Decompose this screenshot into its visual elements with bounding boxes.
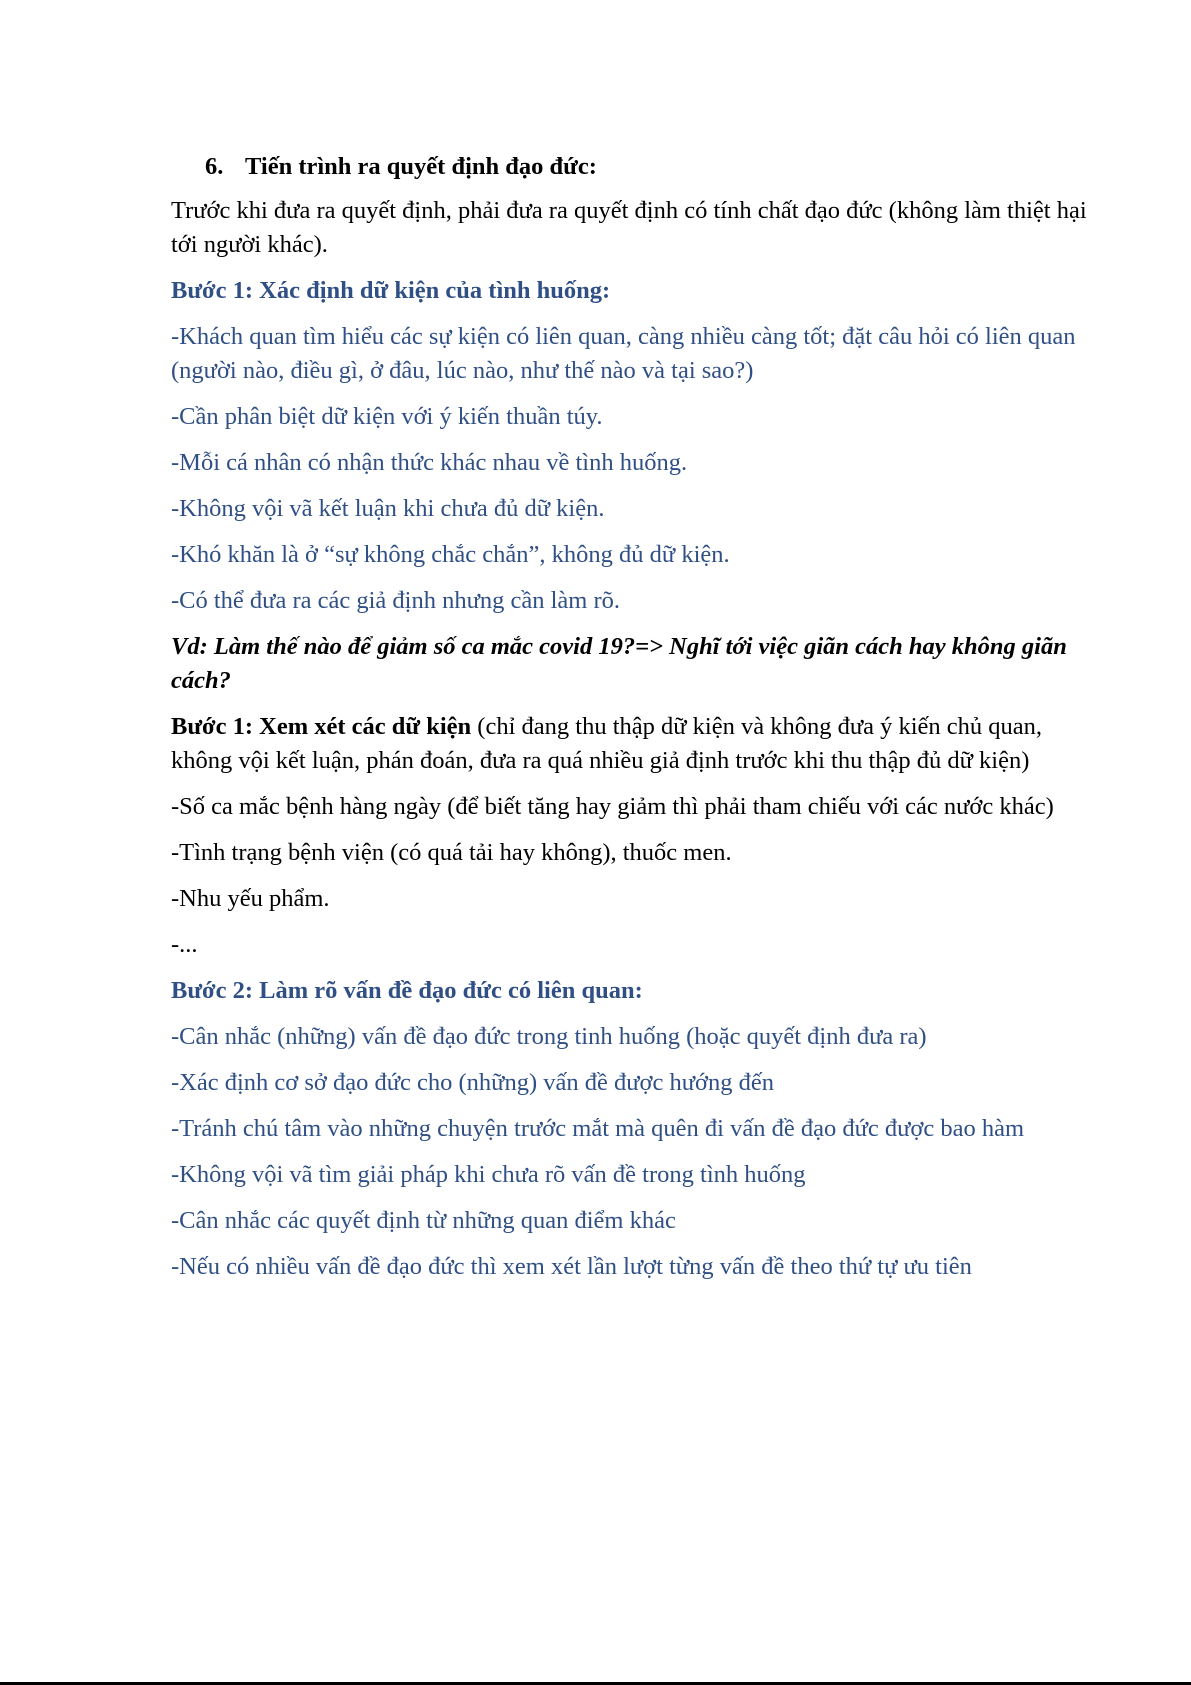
document-page (171, 150, 1091, 1296)
list-item: -Cân nhắc các quyết định từ những quan điểm khác (171, 1207, 676, 1234)
list-item: -Mỗi cá nhân có nhận thức khác nhau về tình huống. (171, 449, 688, 476)
list-item: -Cân nhắc (những) vấn đề đạo đức trong tinh huống (hoặc quyết định đưa ra) (171, 1023, 927, 1050)
list-item: -Không vội vã tìm giải pháp khi chưa rõ vấn đề trong tình huống (171, 1161, 806, 1188)
example-step1-text: (chỉ đang thu thập dữ kiện và không đưa ý kiến chủ quan, không vội kết luận, phán đoán, đưa ra quá nhiều giả định trước khi thu thập đủ dữ kiện) (171, 713, 1043, 774)
list-item: -Không vội vã kết luận khi chưa đủ dữ kiện. (171, 495, 605, 522)
intro-paragraph: Trước khi đưa ra quyết định, phải đưa ra quyết định có tính chất đạo đức (không làm thiệt hại tới người khác). (171, 197, 1087, 258)
section-number: 6. (205, 153, 224, 180)
list-item: -Cần phân biệt dữ kiện với ý kiến thuần túy. (171, 403, 603, 430)
list-item: -Tránh chú tâm vào những chuyện trước mắt mà quên đi vấn đề đạo đức được bao hàm (171, 1115, 1025, 1142)
list-item: -Khó khăn là ở “sự không chắc chắn”, không đủ dữ kiện. (171, 541, 730, 568)
list-item: -Tình trạng bệnh viện (có quá tải hay không), thuốc men. (171, 839, 732, 866)
list-item: -... (171, 931, 198, 958)
list-item: -Khách quan tìm hiểu các sự kiện có liên quan, càng nhiều càng tốt; đặt câu hỏi có liên quan (người nào, điều gì, ở đâu, lúc nào, như thế nào và tại sao?) (171, 323, 1076, 384)
list-item: -Xác định cơ sở đạo đức cho (những) vấn đề được hướng đến (171, 1069, 774, 1096)
example-question: Vd: Làm thế nào để giảm số ca mắc covid 19?=> Nghĩ tới việc giãn cách hay không giãn cách? (171, 633, 1067, 694)
section-heading (205, 150, 1091, 184)
list-item: -Nếu có nhiều vấn đề đạo đức thì xem xét lần lượt từng vấn đề theo thứ tự ưu tiên (171, 1253, 972, 1280)
list-item: -Có thể đưa ra các giả định nhưng cần làm rõ. (171, 587, 621, 614)
example-step1-label: Bước 1: Xem xét các dữ kiện (171, 713, 472, 740)
step1-heading: Bước 1: Xác định dữ kiện của tình huống: (171, 277, 611, 304)
list-item: -Nhu yếu phẩm. (171, 885, 330, 912)
step2-heading: Bước 2: Làm rõ vấn đề đạo đức có liên quan: (171, 977, 643, 1004)
list-item: -Số ca mắc bệnh hàng ngày (để biết tăng hay giảm thì phải tham chiếu với các nước khác) (171, 793, 1054, 820)
section-title: Tiến trình ra quyết định đạo đức: (245, 153, 597, 180)
example-step1-paragraph (171, 710, 1091, 778)
